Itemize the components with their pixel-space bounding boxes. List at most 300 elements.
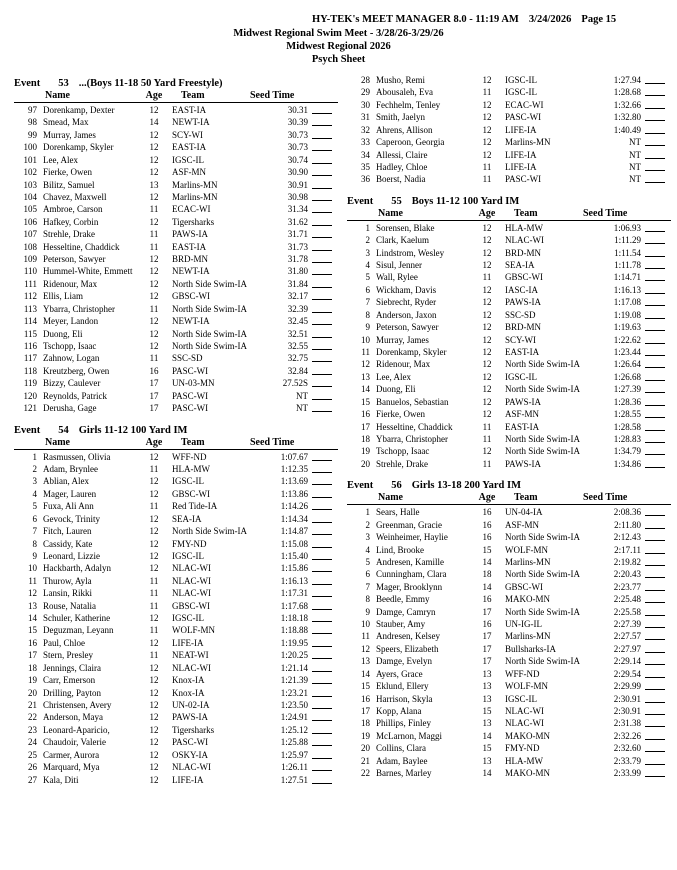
entry-seed-time: 1:23.21 [280,687,308,698]
entry-age: 12 [149,328,159,339]
event-label: Event [14,78,41,89]
entry-row [347,655,671,667]
finals-time-blank [312,509,332,510]
event-name: ...(Boys 11-18 50 Yard Freestyle) [78,78,223,89]
header-seed-time: Seed Time [583,492,628,504]
entry-name: Fierke, Owen [43,167,92,178]
entry-team: UN-IG-IL [505,619,542,630]
finals-time-blank [645,751,665,752]
entry-seed-time: 1:23.50 [280,699,308,710]
entry-name: Speers, Elizabeth [376,643,439,654]
entry-team: Marlins-MN [172,191,218,202]
finals-time-blank [645,392,665,393]
entry-age: 12 [482,359,492,370]
entry-age: 15 [482,743,492,754]
entry-seed-time: 31.84 [287,278,308,289]
entry-seed-time: 1:15.40 [280,550,308,561]
entry-team: Bullsharks-IA [505,643,556,654]
finals-time-blank [312,547,332,548]
entry-age: 12 [482,371,492,382]
entry-age: 11 [482,272,492,283]
entry-age: 12 [482,347,492,358]
entry-row [14,315,338,327]
entry-rank: 110 [23,266,37,277]
entry-team: PAWS-IA [505,458,541,469]
entry-row [347,173,671,185]
entry-row [347,271,671,283]
entry-seed-time: 32.39 [287,303,308,314]
entry-name: Zahnow, Logan [43,353,100,364]
entry-row [14,513,338,525]
finals-time-blank [312,250,332,251]
entry-name: Damge, Camryn [376,606,436,617]
entry-age: 13 [482,718,492,729]
entry-name: Andresen, Kamille [376,556,444,567]
entry-age: 11 [482,433,492,444]
entry-rank: 8 [365,309,370,320]
entry-name: Strehle, Drake [376,458,428,469]
entry-name: Ybarra, Christopher [43,303,115,314]
entry-seed-time: 1:25.97 [280,749,308,760]
header-name: Name [378,207,403,219]
entry-team: WFF-ND [172,451,207,462]
entry-age: 16 [482,519,492,530]
entry-team: IGSC-IL [172,550,204,561]
entry-row [347,284,671,296]
entry-age: 12 [149,278,159,289]
entry-row [347,531,671,543]
entry-name: Wall, Rylee [376,272,418,283]
entry-seed-time: 1:26.64 [613,359,641,370]
event-title [347,195,671,208]
finals-time-blank [312,188,332,189]
entry-age: 11 [149,600,159,611]
entry-name: Leonard, Lizzie [43,550,100,561]
entry-seed-time: 2:29.54 [613,668,641,679]
finals-time-blank [645,739,665,740]
entry-name: Banuelos, Sebastian [376,396,449,407]
entry-age: 13 [482,681,492,692]
entry-name: Adam, Brynlee [43,463,98,474]
entry-name: Chaudoir, Valerie [43,737,106,748]
entry-age: 12 [149,142,159,153]
header-age: Age [145,436,163,448]
entry-rank: 24 [28,737,37,748]
entry-rank: 13 [28,600,37,611]
event-number: 55 [391,195,402,207]
entry-seed-time: 30.39 [287,117,308,128]
entry-age: 12 [149,662,159,673]
entry-age: 17 [482,631,492,642]
entry-seed-time: 2:30.91 [613,693,641,704]
finals-time-blank [312,163,332,164]
entry-row [347,161,671,173]
finals-time-blank [645,305,665,306]
entry-seed-time: 2:12.43 [613,532,641,543]
entry-team: HLA-MW [172,463,210,474]
finals-time-blank [645,120,665,121]
entry-seed-time: 1:23.44 [613,347,641,358]
finals-time-blank [312,770,332,771]
entry-row [347,334,671,346]
entry-team: Marlins-MN [505,631,551,642]
finals-time-blank [645,182,665,183]
finals-time-blank [312,745,332,746]
entry-rank: 112 [23,291,37,302]
entry-name: Dorenkamp, Dexter [43,105,115,115]
entry-team: IGSC-IL [505,87,537,98]
entry-age: 12 [482,112,492,123]
finals-time-blank [645,133,665,134]
entry-age: 14 [482,768,492,779]
entry-team: North Side Swim-IA [505,569,580,580]
entry-name: Christensen, Avery [43,699,112,710]
entry-name: Anderson, Jaxon [376,309,437,320]
finals-time-blank [645,454,665,455]
entry-seed-time: 30.91 [287,179,308,190]
finals-time-blank [312,472,332,473]
entry-team: FMY-ND [505,743,540,754]
entry-age: 14 [482,556,492,567]
finals-time-blank [312,683,332,684]
entry-seed-time: 2:29.99 [613,681,641,692]
entry-row [347,618,671,630]
entry-seed-time: 2:32.26 [613,730,641,741]
entry-rank: 109 [23,254,37,265]
entry-rank: 3 [365,532,370,543]
entry-rank: 13 [361,371,370,382]
entry-rank: 5 [365,272,370,283]
entry-rank: 17 [28,650,37,661]
entry-name: Strehle, Drake [43,229,95,240]
entry-row [347,693,671,705]
entry-age: 12 [482,99,492,110]
entry-name: Sorensen, Blake [376,222,435,233]
entry-rank: 4 [365,544,370,555]
entry-rank: 9 [365,606,370,617]
entry-age: 16 [482,507,492,518]
entry-row [14,303,338,315]
entry-name: Abousaleh, Eva [376,87,433,98]
entry-name: Sisul, Jenner [376,260,422,271]
entry-age: 17 [482,656,492,667]
entry-team: NEAT-WI [172,650,209,661]
entry-seed-time: 1:28.58 [613,421,641,432]
entry-rank: 11 [361,347,370,358]
entry-team: PASC-WI [172,390,209,401]
finals-time-blank [312,733,332,734]
entry-seed-time: 1:06.93 [613,222,641,233]
entry-team: NEWT-IA [172,316,210,327]
entry-team: GBSC-WI [172,488,210,499]
entry-age: 12 [149,513,159,524]
entry-seed-time: 32.17 [287,291,308,302]
entry-team: IGSC-IL [172,476,204,487]
finals-time-blank [312,497,332,498]
entry-rank: 19 [28,675,37,686]
entry-seed-time: 1:26.11 [281,762,308,773]
entry-seed-time: NT [296,403,308,414]
event-name: Girls 13-18 200 Yard IM [411,480,522,492]
entry-rank: 116 [23,341,37,352]
entry-age: 12 [149,637,159,648]
entry-age: 12 [149,191,159,202]
entry-name: Derusha, Gage [43,403,97,414]
entry-age: 16 [149,365,159,376]
entry-age: 11 [149,353,159,364]
entry-team: PAWS-IA [172,229,208,240]
entry-team: SEA-IA [505,260,535,271]
entry-row [14,290,338,302]
entry-age: 12 [149,316,159,327]
entry-seed-time: 2:27.57 [613,631,641,642]
entry-seed-time: 31.34 [287,204,308,215]
entry-row [14,216,338,228]
finals-time-blank [645,170,665,171]
entry-age: 12 [482,297,492,308]
entry-name: Rouse, Natalia [43,600,96,611]
entry-name: Bilitz, Samuel [43,179,95,190]
entry-team: GBSC-WI [172,291,210,302]
entry-team: OSKY-IA [172,749,208,760]
entry-team: EAST-IA [172,241,207,252]
entry-team: ASF-MN [172,167,207,178]
entry-team: UN-03-MN [172,378,215,389]
finals-time-blank [312,237,332,238]
entry-name: Smead, Max [43,117,89,128]
entry-rank: 20 [28,687,37,698]
entry-row [14,674,338,686]
entry-rank: 16 [28,637,37,648]
finals-time-blank [645,243,665,244]
page-number: Page 15 [581,14,617,25]
entry-name: Anderson, Maya [43,712,103,723]
entry-name: Fuxa, Ali Ann [43,501,94,512]
entry-row [14,736,338,748]
entry-seed-time: 1:11.29 [614,235,641,246]
entry-rank: 15 [361,681,370,692]
entry-age: 12 [149,451,159,462]
finals-time-blank [312,633,332,634]
entry-team: Knox-IA [172,687,205,698]
entry-name: Collins, Clara [376,743,426,754]
event-name: Boys 11-12 100 Yard IM [411,195,520,207]
entry-age: 12 [149,550,159,561]
finals-time-blank [312,150,332,151]
entry-seed-time: NT [629,174,641,185]
entry-team: PAWS-IA [505,297,541,308]
finals-time-blank [645,726,665,727]
entry-row [14,600,338,612]
entry-row [347,421,671,433]
entry-row [347,371,671,383]
meet-short-name: Midwest Regional 2026 [286,41,391,52]
finals-time-blank [312,274,332,275]
entry-seed-time: 1:27.94 [613,75,641,85]
entry-team: North Side Swim-IA [172,328,247,339]
entry-row [14,402,338,414]
entry-age: 12 [482,384,492,395]
entry-rank: 22 [361,768,370,779]
entry-row [347,408,671,420]
entry-age: 12 [482,149,492,160]
entry-team: MAKO-MN [505,768,550,779]
entry-name: Hadley, Chloe [376,161,428,172]
entry-team: LIFE-IA [505,124,537,135]
finals-time-blank [645,677,665,678]
entry-row [347,730,671,742]
entry-rank: 34 [361,149,370,160]
finals-time-blank [312,720,332,721]
entry-age: 18 [482,569,492,580]
entry-seed-time: 1:32.66 [613,99,641,110]
entry-age: 11 [149,588,159,599]
finals-time-blank [312,200,332,201]
entry-row [347,742,671,754]
entry-row [347,445,671,457]
entry-rank: 14 [361,384,370,395]
entry-name: Hackbarth, Adalyn [43,563,111,574]
entry-seed-time: NT [296,390,308,401]
entry-seed-time: 32.84 [287,365,308,376]
entry-team: EAST-IA [172,105,207,115]
entry-team: ECAC-WI [505,99,544,110]
entry-team: PAWS-IA [172,712,208,723]
entry-seed-time: 1:19.08 [613,309,641,320]
finals-time-blank [645,95,665,96]
entry-rank: 16 [361,409,370,420]
entry-name: Schuler, Katherine [43,613,111,624]
entry-rank: 32 [361,124,370,135]
entry-seed-time: 2:33.99 [613,768,641,779]
finals-time-blank [312,621,332,622]
event-title [347,479,671,492]
entry-team: PASC-WI [172,365,209,376]
finals-time-blank [312,708,332,709]
entry-name: Lansin, Rikki [43,588,92,599]
entry-team: North Side Swim-IA [172,278,247,289]
entry-age: 12 [482,137,492,148]
entry-rank: 15 [361,396,370,407]
finals-time-blank [312,225,332,226]
entry-rank: 14 [28,613,37,624]
finals-time-blank [312,138,332,139]
entry-team: Marlins-MN [505,556,551,567]
entry-seed-time: 31.71 [287,229,308,240]
entry-team: IGSC-IL [172,154,204,165]
entry-rank: 15 [28,625,37,636]
entry-rank: 17 [361,421,370,432]
entry-seed-time: 1:21.14 [280,662,308,673]
entry-age: 13 [482,668,492,679]
entry-name: Harrison, Skyla [376,693,433,704]
entry-name: Lee, Alex [43,154,78,165]
entry-rank: 25 [28,749,37,760]
entry-row [14,550,338,562]
entry-age: 12 [149,254,159,265]
entry-row [347,643,671,655]
entry-row [14,475,338,487]
finals-time-blank [645,318,665,319]
entry-age: 12 [149,724,159,735]
entry-age: 11 [149,463,159,474]
event-number: 53 [58,78,69,89]
entry-team: NLAC-WI [505,235,544,246]
entry-age: 13 [149,179,159,190]
finals-time-blank [645,664,665,665]
finals-time-blank [645,442,665,443]
finals-time-blank [312,324,332,325]
entry-team: IASC-IA [505,284,538,295]
entry-rank: 120 [23,390,37,401]
finals-time-blank [312,175,332,176]
entry-row [347,755,671,767]
entry-rank: 12 [361,643,370,654]
entry-rank: 4 [32,488,37,499]
entry-name: Paul, Chloe [43,637,85,648]
entry-rank: 4 [365,260,370,271]
entry-team: NLAC-WI [172,575,211,586]
entry-name: Meyer, Landon [43,316,99,327]
entry-age: 12 [482,309,492,320]
entry-name: Ambroe, Carson [43,204,103,215]
entry-name: Cunningham, Clara [376,569,447,580]
entry-row [347,222,671,234]
finals-time-blank [312,758,332,759]
entry-row [14,575,338,587]
finals-time-blank [645,355,665,356]
entry-age: 12 [149,167,159,178]
finals-time-blank [645,108,665,109]
entry-seed-time: 2:23.77 [613,581,641,592]
finals-time-blank [645,405,665,406]
entry-team: North Side Swim-IA [505,359,580,370]
finals-time-blank [312,559,332,560]
entry-row [14,662,338,674]
entry-rank: 19 [361,730,370,741]
entry-name: Siebrecht, Ryder [376,297,437,308]
entry-seed-time: 2:11.80 [614,519,641,530]
entry-rank: 36 [361,174,370,185]
entry-seed-time: 2:32.60 [613,743,641,754]
entry-team: WOLF-MN [172,625,215,636]
entry-seed-time: 2:08.36 [613,507,641,518]
entry-age: 13 [482,755,492,766]
entry-row [347,717,671,729]
entry-seed-time: 1:17.31 [280,588,308,599]
finals-time-blank [312,671,332,672]
entry-team: PASC-WI [505,174,542,185]
entry-team: NLAC-WI [172,662,211,673]
entry-team: MAKO-MN [505,594,550,605]
entry-team: LIFE-IA [172,774,204,785]
entry-age: 12 [482,247,492,258]
entry-age: 12 [149,105,159,115]
entry-row [14,488,338,500]
finals-time-blank [645,231,665,232]
entry-seed-time: 2:30.91 [613,705,641,716]
entry-seed-time: 30.73 [287,129,308,140]
entry-name: Fitch, Lauren [43,526,92,537]
entry-team: North Side Swim-IA [505,606,580,617]
entry-rank: 8 [32,538,37,549]
entry-seed-time: 1:13.86 [280,488,308,499]
entry-rank: 21 [361,755,370,766]
finals-time-blank [312,571,332,572]
entry-name: Drilling, Payton [43,687,101,698]
entry-age: 11 [149,229,159,240]
entry-team: LIFE-IA [505,149,537,160]
